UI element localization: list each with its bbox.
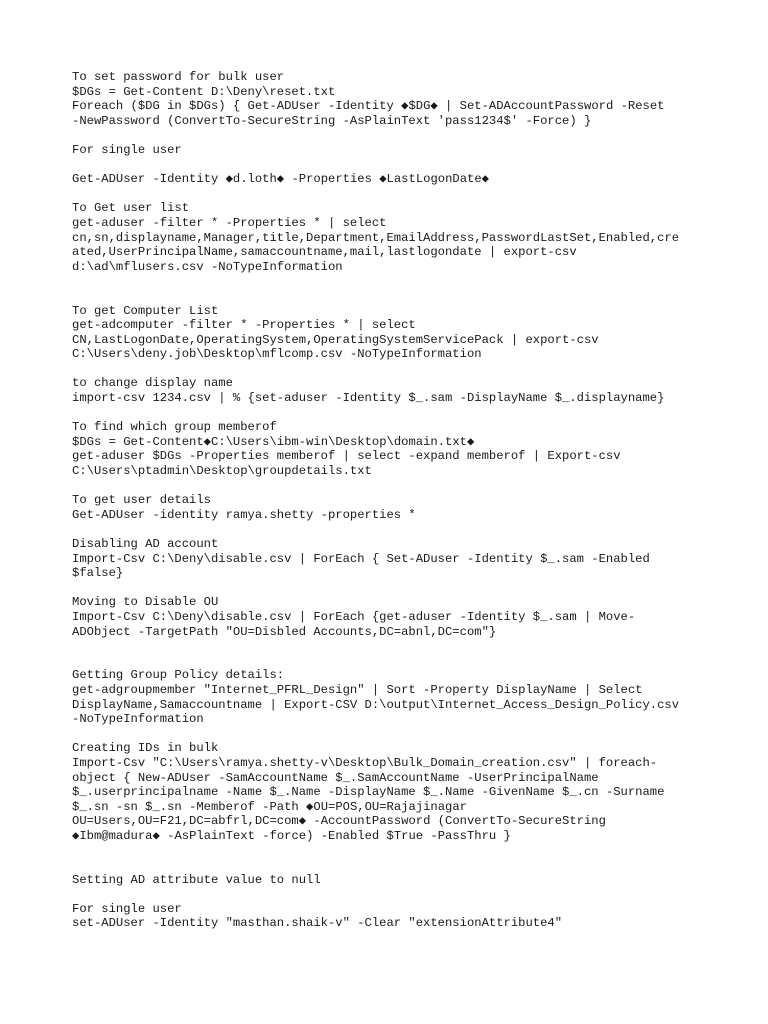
blank-line bbox=[72, 843, 712, 858]
text-line: $_.sn -sn $_.sn -Memberof -Path ◆OU=POS,OU=Rajajinagar bbox=[72, 799, 467, 814]
text-line: Creating IDs in bulk bbox=[72, 741, 219, 756]
text-line: -NewPassword (ConvertTo-SecureString -AsPlainText 'pass1234$' -Force) } bbox=[72, 113, 592, 128]
blank-line bbox=[72, 362, 712, 377]
text-line: get-adcomputer -filter * -Properties * | select bbox=[72, 318, 416, 333]
text-line: Import-Csv C:\Deny\disable.csv | ForEach {get-aduser -Identity $_.sam | Move- bbox=[72, 609, 636, 624]
blank-line bbox=[72, 128, 712, 143]
text-line: get-aduser -filter * -Properties * | select bbox=[72, 215, 387, 230]
blank-line bbox=[72, 581, 712, 596]
text-line: Get-ADUser -identity ramya.shetty -properties * bbox=[72, 507, 416, 522]
blank-line bbox=[72, 158, 712, 173]
text-line: For single user bbox=[72, 142, 182, 157]
blank-line bbox=[72, 479, 712, 494]
text-line: Disabling AD account bbox=[72, 537, 219, 551]
text-line: get-aduser $DGs -Properties memberof | select -expand memberof | Export-csv bbox=[72, 449, 621, 464]
text-line: $_.userprincipalname -Name $_.Name -DisplayName $_.Name -GivenName $_.cn -Surname bbox=[72, 785, 665, 800]
blank-line bbox=[72, 187, 712, 202]
text-line: C:\Users\ptadmin\Desktop\groupdetails.txt bbox=[72, 464, 372, 479]
text-line: object { New-ADUser -SamAccountName $_.SamAccountName -UserPrincipalName bbox=[72, 770, 599, 785]
text-line: import-csv 1234.csv | % {set-aduser -Identity $_.sam -DisplayName $_.displayname} bbox=[72, 391, 665, 406]
text-line: Foreach ($DG in $DGs) { Get-ADUser -Identity ◆$DG◆ | Set-ADAccountPassword -Reset bbox=[72, 99, 665, 114]
text-line: Getting Group Policy details: bbox=[72, 668, 285, 683]
text-line: ated,UserPrincipalName,samaccountname,mail,lastlogondate | export-csv bbox=[72, 245, 577, 260]
document-page bbox=[72, 70, 712, 931]
text-line: cn,sn,displayname,Manager,title,Department,EmailAddress,PasswordLastSet,Enabled,cre bbox=[72, 230, 680, 245]
text-line: set-ADUser -Identity "masthan.shaik-v" -Clear "extensionAttribute4" bbox=[72, 916, 563, 931]
text-line: To get Computer List bbox=[72, 303, 219, 318]
text-line: To get user details bbox=[72, 493, 211, 508]
blank-line bbox=[72, 406, 712, 421]
blank-line bbox=[72, 727, 712, 742]
text-line: Get-ADUser -Identity ◆d.loth◆ -Properties ◆LastLogonDate◆ bbox=[72, 172, 489, 187]
text-line: $DGs = Get-Content D:\Deny\reset.txt bbox=[72, 84, 336, 99]
text-line: CN,LastLogonDate,OperatingSystem,OperatingSystemServicePack | export-csv bbox=[72, 332, 599, 347]
text-line: DisplayName,Samaccountname | Export-CSV D:\output\Internet_Access_Design_Policy.csv bbox=[72, 697, 680, 712]
blank-line bbox=[72, 289, 712, 304]
blank-line bbox=[72, 887, 712, 902]
text-line: For single user bbox=[72, 901, 182, 916]
text-line: C:\Users\deny.job\Desktop\mflcomp.csv -NoTypeInformation bbox=[72, 347, 482, 362]
text-line: d:\ad\mflusers.csv -NoTypeInformation bbox=[72, 259, 343, 274]
blank-line bbox=[72, 654, 712, 669]
text-line: Import-Csv "C:\Users\ramya.shetty-v\Desktop\Bulk_Domain_creation.csv" | foreach- bbox=[72, 755, 658, 770]
text-line: Moving to Disable OU bbox=[72, 595, 219, 610]
text-line: Import-Csv C:\Deny\disable.csv | ForEach { Set-ADuser -Identity $_.sam -Enabled bbox=[72, 551, 650, 566]
blank-line bbox=[72, 858, 712, 873]
text-line: to change display name bbox=[72, 376, 233, 391]
text-line: ADObject -TargetPath "OU=Disbled Accounts,DC=abnl,DC=com"} bbox=[72, 624, 497, 639]
text-line: OU=Users,OU=F21,DC=abfrl,DC=com◆ -AccountPassword (ConvertTo-SecureString bbox=[72, 814, 606, 829]
text-line: $false} bbox=[72, 566, 124, 581]
text-line: To Get user list bbox=[72, 201, 190, 216]
blank-line bbox=[72, 274, 712, 289]
blank-line bbox=[72, 522, 712, 537]
text-line: To find which group memberof bbox=[72, 420, 277, 435]
text-line: To set password for bulk user bbox=[72, 70, 285, 84]
text-line: get-adgroupmember "Internet_PFRL_Design" | Sort -Property DisplayName | Select bbox=[72, 682, 643, 697]
text-line: -NoTypeInformation bbox=[72, 712, 204, 727]
text-line: Setting AD attribute value to null bbox=[72, 872, 321, 887]
text-line: ◆Ibm@madura◆ -AsPlainText -force) -Enabled $True -PassThru } bbox=[72, 828, 511, 843]
blank-line bbox=[72, 639, 712, 654]
text-line: $DGs = Get-Content◆C:\Users\ibm-win\Desktop\domain.txt◆ bbox=[72, 434, 475, 449]
